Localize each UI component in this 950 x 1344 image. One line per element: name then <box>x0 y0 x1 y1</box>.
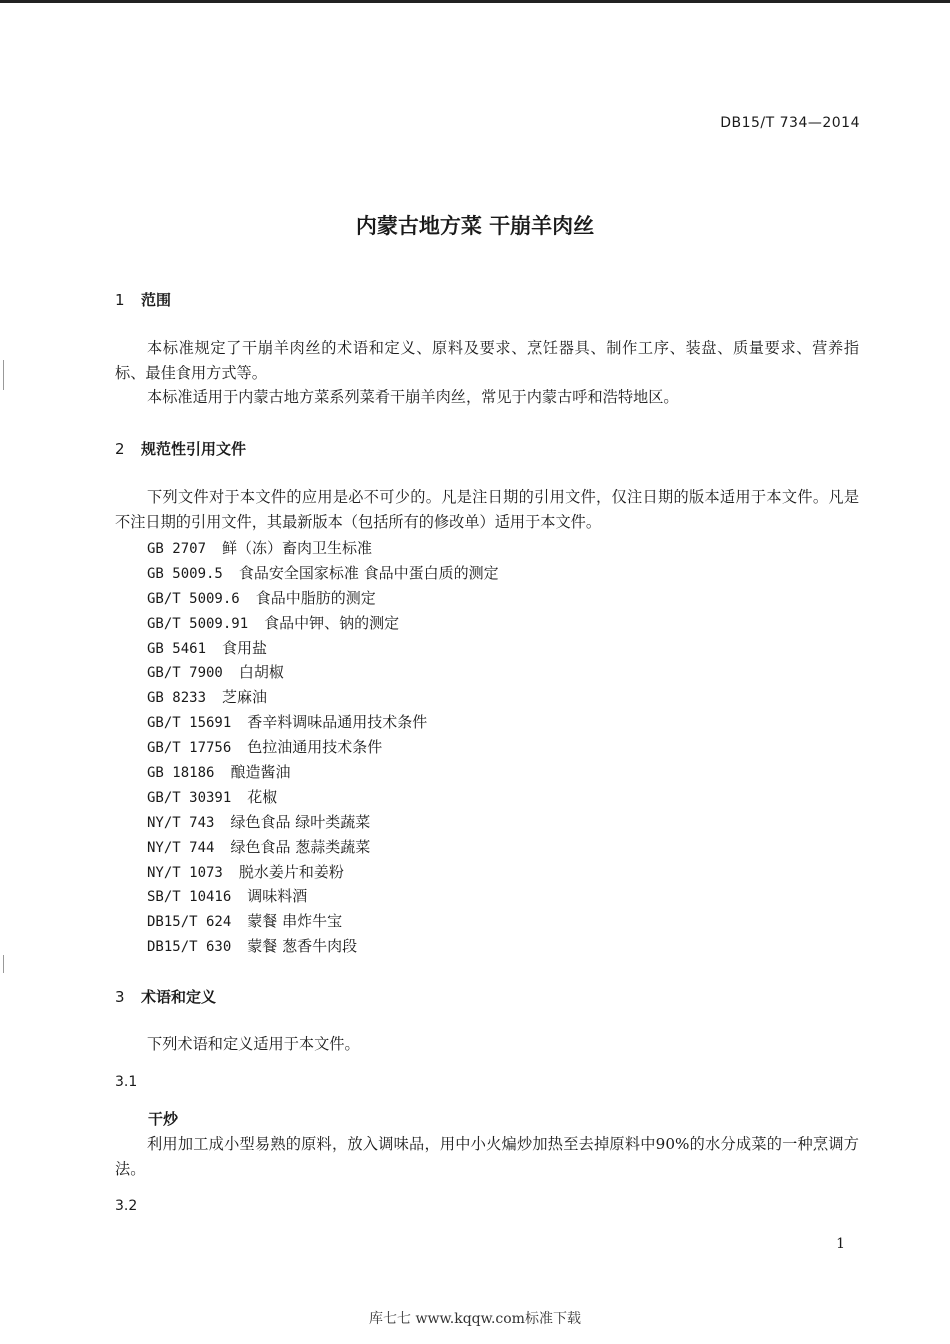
reference-code: GB/T 17756 <box>147 740 232 757</box>
reference-item <box>147 735 499 760</box>
reference-title: 花椒 <box>247 787 278 806</box>
reference-code: GB/T 5009.91 <box>147 615 249 632</box>
reference-code: GB 2707 <box>147 541 207 557</box>
standard-code: DB15/T 734—2014 <box>720 115 860 131</box>
terms-intro: 下列术语和定义适用于本文件。 <box>147 1035 360 1053</box>
reference-code: GB/T 5009.6 <box>147 590 240 607</box>
top-border-line <box>0 0 950 3</box>
reference-title: 白胡椒 <box>238 663 284 682</box>
section-number: 1 <box>115 291 125 309</box>
term-definition: 利用加工成小型易熟的原料，放入调味品，用中小火煸炒加热至去掉原料中90%的水分成菜的一种烹调方法。 <box>115 1135 859 1178</box>
reference-title: 色拉油通用技术条件 <box>247 738 383 757</box>
reference-item <box>147 860 499 885</box>
reference-title: 香辛料调味品通用技术条件 <box>247 713 428 732</box>
reference-item <box>147 934 499 959</box>
section-title: 范围 <box>141 291 172 309</box>
reference-code: GB 8233 <box>147 690 207 707</box>
reference-title: 食品中钾、钠的测定 <box>264 613 400 632</box>
reference-code: NY/T 1073 <box>147 864 223 881</box>
section-heading-scope <box>115 289 171 310</box>
references-intro: 下列文件对于本文件的应用是必不可少的。凡是注日期的引用文件，仅注日期的版本适用于本文件。凡是不注日期的引用文件，其最新版本（包括所有的修改单）适用于本文件。 <box>115 488 859 531</box>
scan-artifact <box>3 955 4 973</box>
reference-title: 调味料酒 <box>247 887 308 906</box>
document-title: 内蒙古地方菜 干崩羊肉丝 <box>355 214 595 238</box>
reference-item <box>147 760 499 785</box>
reference-title: 脱水姜片和姜粉 <box>238 862 344 881</box>
reference-code: DB15/T 624 <box>147 914 232 931</box>
scope-paragraph-1: 本标准规定了干崩羊肉丝的术语和定义、原料及要求、烹饪器具、制作工序、装盘、质量要求、营养指标、最佳食用方式等。 <box>115 339 859 382</box>
reference-code: SB/T 10416 <box>147 889 232 906</box>
reference-code: NY/T 744 <box>147 839 215 856</box>
reference-item <box>147 636 499 661</box>
reference-title: 酿造酱油 <box>230 763 291 782</box>
scan-artifact <box>3 360 4 390</box>
reference-item <box>147 835 499 860</box>
reference-item <box>147 536 499 561</box>
reference-code: GB/T 15691 <box>147 715 232 732</box>
reference-item <box>147 785 499 810</box>
reference-title: 绿色食品 绿叶类蔬菜 <box>230 812 371 831</box>
reference-title: 蒙餐 葱香牛肉段 <box>247 937 358 956</box>
reference-title: 芝麻油 <box>222 688 268 707</box>
section-heading-normative-references <box>115 438 246 459</box>
reference-item <box>147 909 499 934</box>
section-heading-terms <box>115 986 216 1007</box>
reference-item <box>147 685 499 710</box>
reference-title: 鲜（冻）畜肉卫生标准 <box>222 539 373 557</box>
reference-item <box>147 810 499 835</box>
reference-item <box>147 884 499 909</box>
reference-title: 绿色食品 葱蒜类蔬菜 <box>230 837 371 856</box>
reference-list <box>147 536 499 959</box>
clause-number: 3.1 <box>115 1074 138 1090</box>
reference-title: 食品中脂肪的测定 <box>255 588 376 607</box>
reference-item <box>147 611 499 636</box>
section-number: 3 <box>115 988 125 1006</box>
reference-title: 食品安全国家标准 食品中蛋白质的测定 <box>238 563 499 582</box>
reference-title: 蒙餐 串炸牛宝 <box>247 912 343 931</box>
download-watermark: 库七七 www.kqqw.com标准下载 <box>369 1311 581 1327</box>
reference-code: NY/T 743 <box>147 814 215 831</box>
section-title: 术语和定义 <box>141 988 217 1006</box>
section-title: 规范性引用文件 <box>141 440 247 458</box>
reference-code: DB15/T 630 <box>147 939 232 956</box>
term-name: 干炒 <box>148 1110 179 1128</box>
reference-code: GB 5009.5 <box>147 565 223 582</box>
reference-item <box>147 561 499 586</box>
reference-title: 食用盐 <box>222 638 268 657</box>
scope-paragraph-2: 本标准适用于内蒙古地方菜系列菜肴干崩羊肉丝，常见于内蒙古呼和浩特地区。 <box>147 388 679 406</box>
reference-code: GB 18186 <box>147 765 215 782</box>
reference-code: GB 5461 <box>147 640 207 657</box>
clause-number: 3.2 <box>115 1198 138 1214</box>
reference-code: GB/T 7900 <box>147 665 223 682</box>
reference-item <box>147 586 499 611</box>
page-number: 1 <box>836 1236 845 1252</box>
reference-item <box>147 660 499 685</box>
reference-code: GB/T 30391 <box>147 789 232 806</box>
reference-item <box>147 710 499 735</box>
section-number: 2 <box>115 440 125 458</box>
